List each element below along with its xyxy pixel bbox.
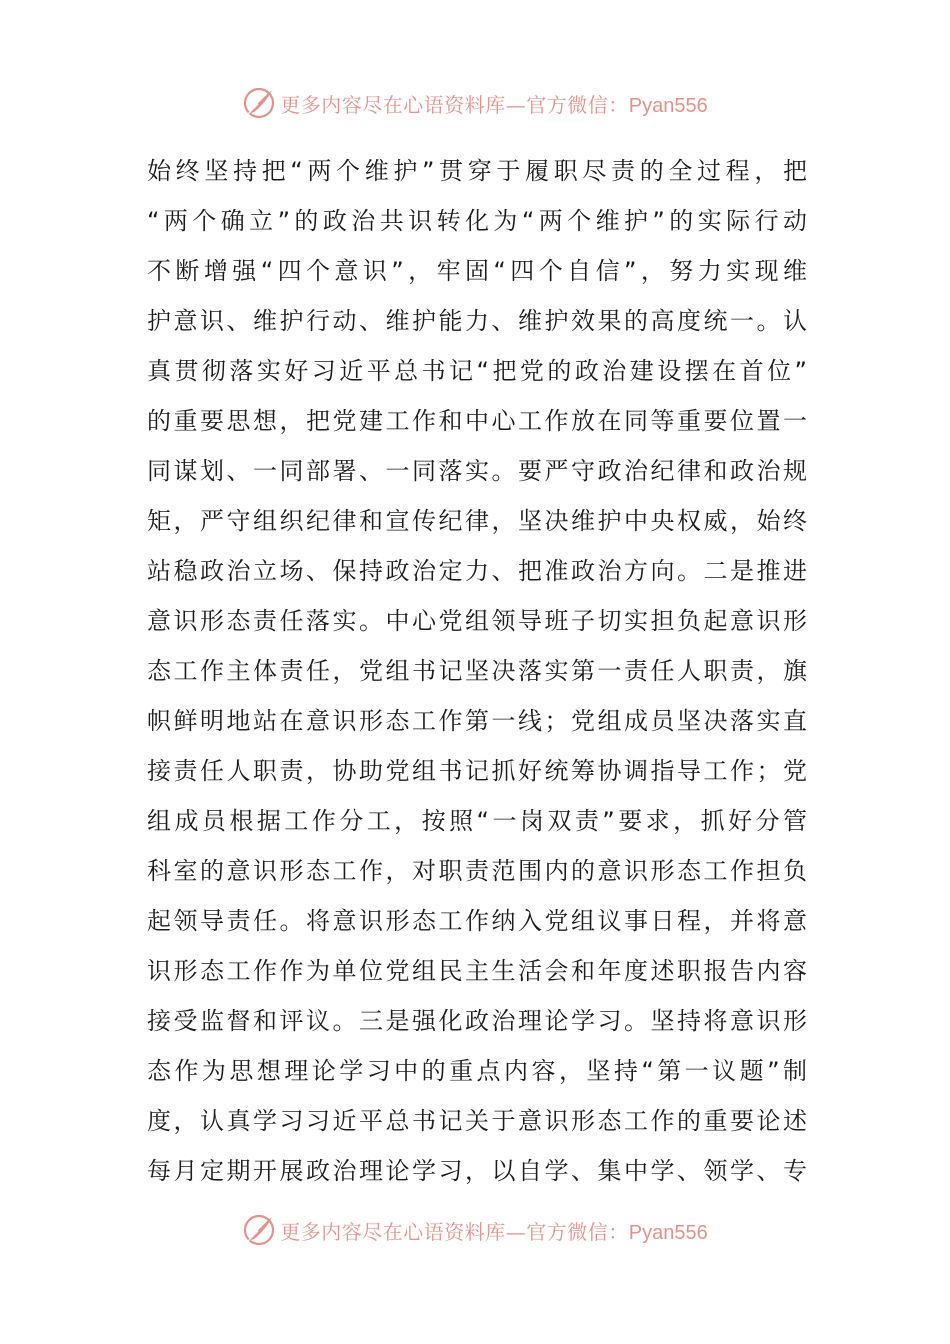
body-paragraph <box>147 146 807 1196</box>
header-banner-text: 更多内容尽在心语资料库—官方微信：Pyan556 <box>280 92 708 117</box>
text-line: 起领导责任。将意识形态工作纳入党组议事日程，并将意 <box>147 907 807 935</box>
quill-pen-logo-icon <box>242 1213 276 1247</box>
text-line: 每月定期开展政治理论学习，以自学、集中学、领学、专 <box>147 1157 807 1185</box>
text-line: 始终坚持把“两个维护”贯穿于履职尽责的全过程，把 <box>147 157 807 185</box>
wechat-handle: Pyan556 <box>628 1221 708 1244</box>
text-line: 护意识、维护行动、维护能力、维护效果的高度统一。认 <box>147 307 807 335</box>
text-line: 的重要思想，把党建工作和中心工作放在同等重要位置一 <box>147 407 807 435</box>
text-line: 矩，严守组织纪律和宣传纪律，坚决维护中央权威，始终 <box>147 507 807 535</box>
text-line: 接责任人职责，协助党组书记抓好统筹协调指导工作；党 <box>147 757 807 785</box>
text-line: 态工作主体责任，党组书记坚决落实第一责任人职责，旗 <box>147 657 807 685</box>
text-line: 真贯彻落实好习近平总书记“把党的政治建设摆在首位” <box>147 357 807 385</box>
text-line: 识形态工作作为单位党组民主生活会和年度述职报告内容 <box>147 957 807 985</box>
text-line: 意识形态责任落实。中心党组领导班子切实担负起意识形 <box>147 607 807 635</box>
quill-pen-logo-icon <box>242 86 276 120</box>
footer-banner <box>0 1210 950 1250</box>
text-line: “两个确立”的政治共识转化为“两个维护”的实际行动 <box>147 207 807 235</box>
text-line: 不断增强“四个意识”，牢固“四个自信”，努力实现维 <box>147 257 807 285</box>
wechat-handle: Pyan556 <box>628 94 708 117</box>
text-line: 接受监督和评议。三是强化政治理论学习。坚持将意识形 <box>147 1007 807 1035</box>
text-line: 组成员根据工作分工，按照“一岗双责”要求，抓好分管 <box>147 807 807 835</box>
text-line: 态作为思想理论学习中的重点内容，坚持“第一议题”制 <box>147 1057 807 1085</box>
text-line: 帜鲜明地站在意识形态工作第一线；党组成员坚决落实直 <box>147 707 807 735</box>
text-line: 站稳政治立场、保持政治定力、把准政治方向。二是推进 <box>147 557 807 585</box>
footer-banner-text: 更多内容尽在心语资料库—官方微信：Pyan556 <box>280 1219 708 1244</box>
text-line: 科室的意识形态工作，对职责范围内的意识形态工作担负 <box>147 857 807 885</box>
header-banner <box>0 83 950 123</box>
text-line: 度，认真学习习近平总书记关于意识形态工作的重要论述 <box>147 1107 807 1135</box>
text-line: 同谋划、一同部署、一同落实。要严守政治纪律和政治规 <box>147 457 807 485</box>
